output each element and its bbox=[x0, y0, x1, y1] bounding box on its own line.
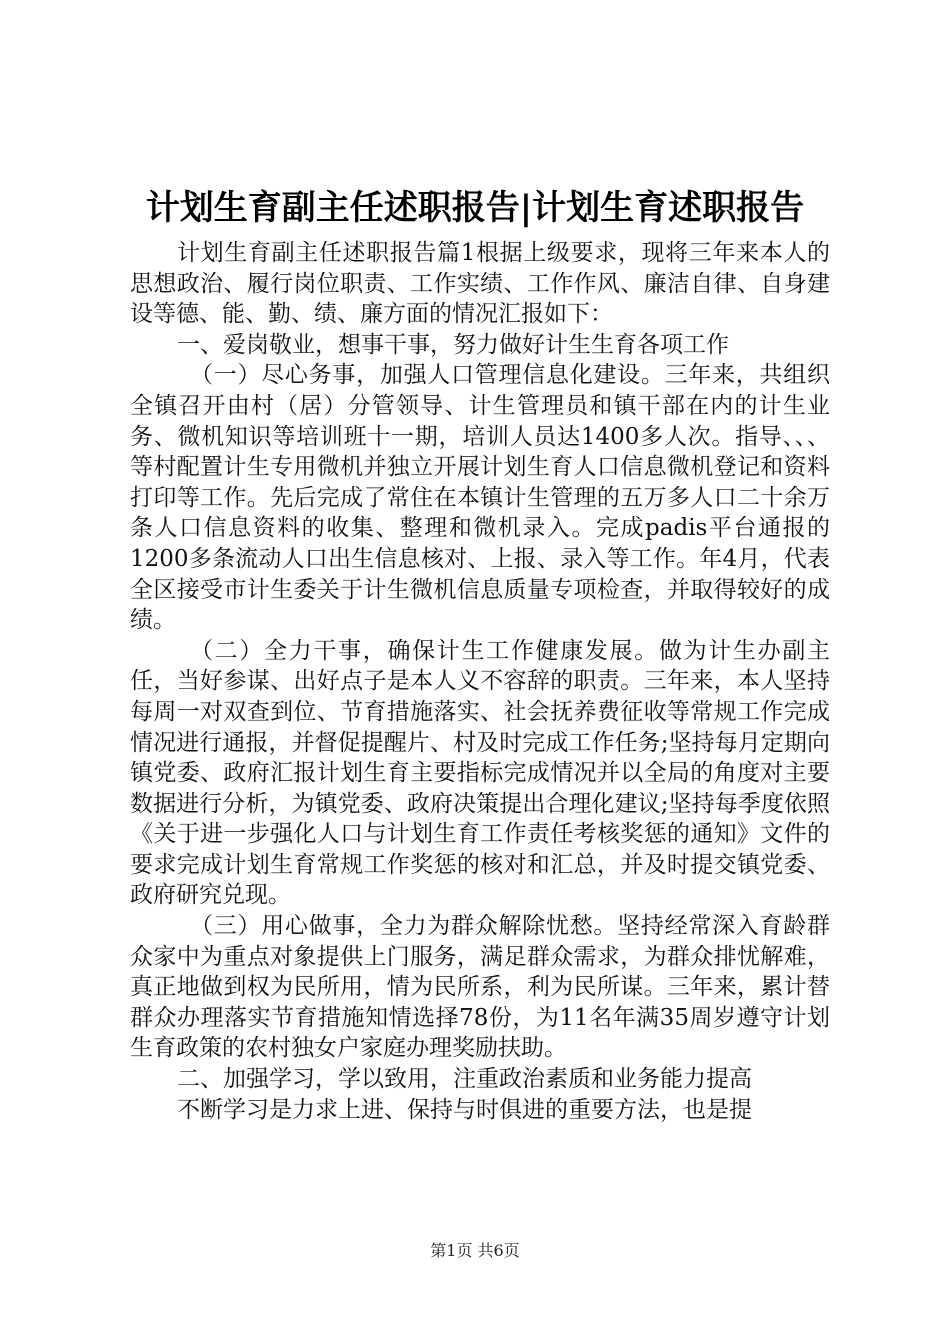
paragraph-item-3: （三）用心做事，全力为群众解除忧愁。坚持经常深入育龄群众家中为重点对象提供上门服务，满足群众需求，为群众排忧解难，真正地做到权为民所用，情为民所系，利为民所谋。三年来，累计替群众办理落实节育措施知情选择78份，为11名年满35周岁遵守计划生育政策的农村独女户家庭办理奖励扶助。 bbox=[130, 913, 830, 1062]
document-title: 计划生育副主任述职报告|计划生育述职报告 bbox=[145, 188, 805, 228]
paragraph-section-2: 不断学习是力求上进、保持与时俱进的重要方法，也是提 bbox=[177, 1096, 752, 1123]
section-heading-1: 一、爱岗敬业，想事干事，努力做好计生生育各项工作 bbox=[177, 331, 729, 358]
section-heading-2: 二、加强学习，学以致用，注重政治素质和业务能力提高 bbox=[177, 1066, 752, 1093]
paragraph-item-1: （一）尽心务事，加强人口管理信息化建设。三年来，共组织全镇召开由村（居）分管领导、计生管理员和镇干部在内的计生业务、微机知识等培训班十一期，培训人员达1400多人次。指导、、、等村配置计生专用微机并独立开展计划生育人口信息微机登记和资料打印等工作。先后完成了常住在本镇计生管理的五万多人口二十余万条人口信息资料的收集、整理和微机录入。完成padis平台通报的1200多条流动人口出生信息核对、上报、录入等工作。年4月，代表全区接受市计生委关于计生微机信息质量专项检查，并取得较好的成绩。 bbox=[130, 362, 830, 634]
document-body bbox=[130, 238, 830, 1125]
paragraph-intro: 计划生育副主任述职报告篇1根据上级要求，现将三年来本人的思想政治、履行岗位职责、工作实绩、工作作风、廉洁自律、自身建设等德、能、勤、绩、廉方面的情况汇报如下： bbox=[130, 240, 830, 328]
page-number-footer: 第1页 共6页 bbox=[430, 1241, 520, 1260]
paragraph-item-2: （二）全力干事，确保计生工作健康发展。做为计生办副主任，当好参谋、出好点子是本人义不容辞的职责。三年来，本人坚持每周一对双查到位、节育措施落实、社会抚养费征收等常规工作完成情况进行通报，并督促提醒片、村及时完成工作任务;坚持每月定期向镇党委、政府汇报计划生育主要指标完成情况并以全局的角度对主要数据进行分析，为镇党委、政府决策提出合理化建议;坚持每季度依照《关于进一步强化人口与计划生育工作责任考核奖惩的通知》文件的要求完成计划生育常规工作奖惩的核对和汇总，并及时提交镇党委、政府研究兑现。 bbox=[130, 637, 830, 909]
